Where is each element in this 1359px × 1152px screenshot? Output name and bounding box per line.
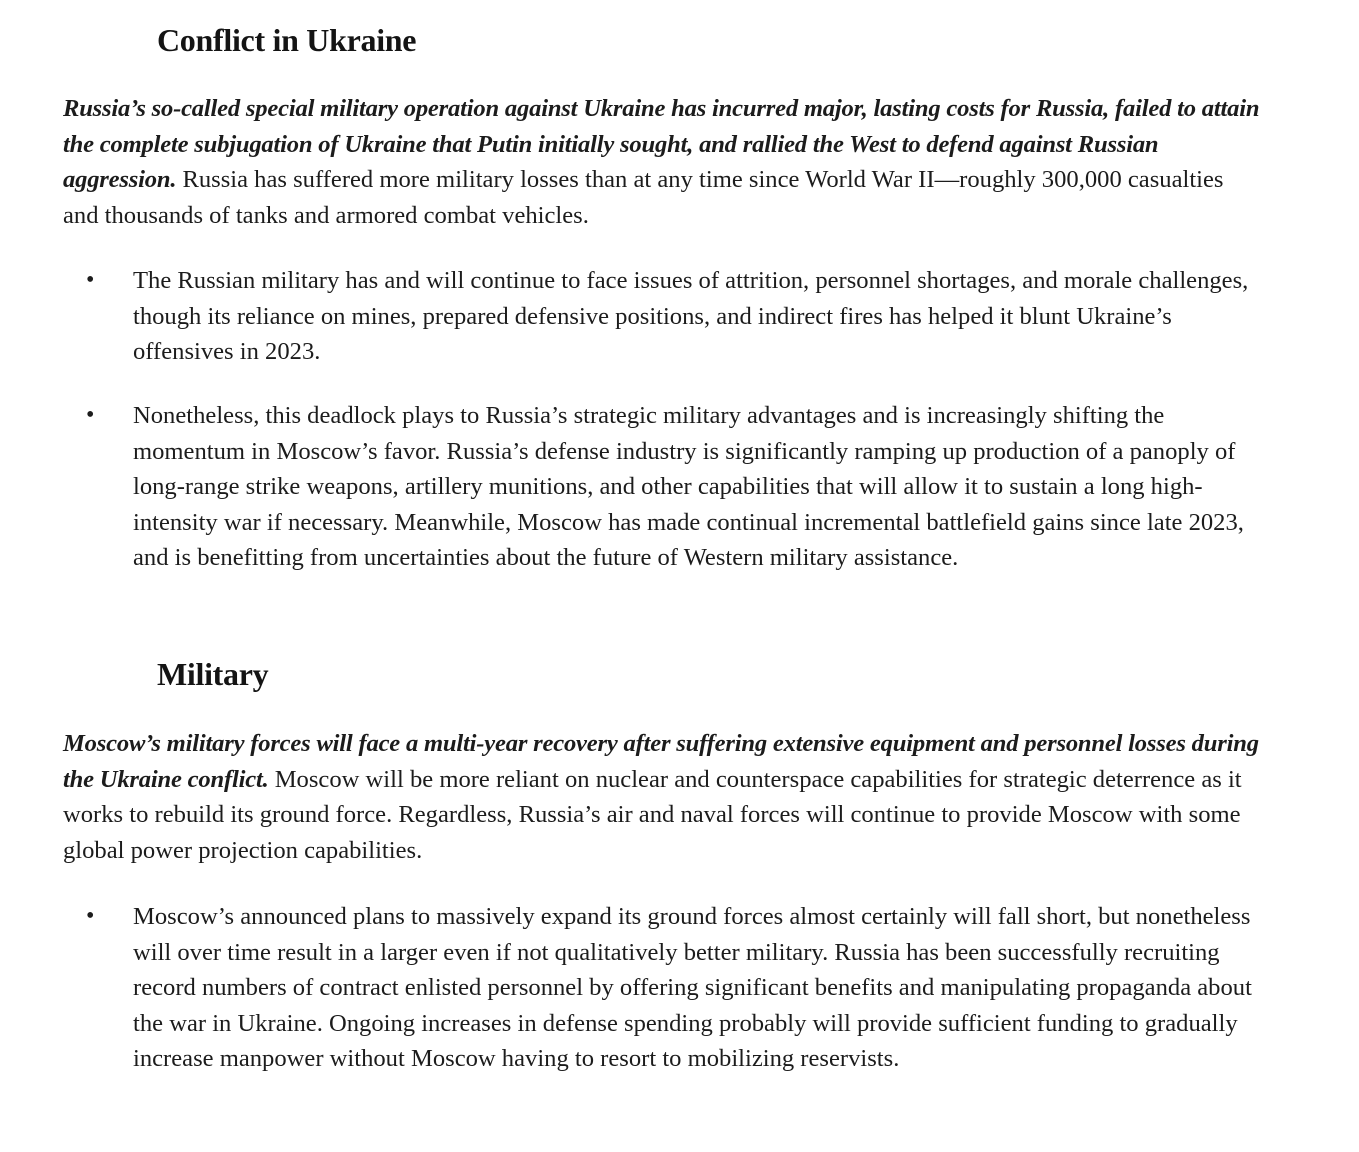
lead-sentence: Russia’s so-called special military operation against Ukraine has incurred major, lasting costs for Russia, failed to attain the complete subjugation of Ukraine that Putin initially sought, and rallied the West to defend against Russian aggression. (63, 95, 1260, 193)
bullet-text: Moscow’s announced plans to massively expand its ground forces almost certainly will fall short, but nonetheless will over time result in a larger even if not qualitatively better military. Russia has been successfully recruiting record numbers of contract enlisted personnel by offering significant benefits and manipulating propaganda about the war in Ukraine. Ongoing increases in defense spending probably will provide sufficient funding to gradually increase manpower without Moscow having to resort to mobilizing reservists. (133, 903, 1252, 1072)
section-heading-military: Military (157, 656, 269, 692)
section-heading-conflict: Conflict in Ukraine (157, 22, 417, 58)
bullet-icon: • (86, 903, 95, 929)
bullet-text: Nonetheless, this deadlock plays to Russia’s strategic military advantages and is increasingly shifting the momentum in Moscow’s favor. Russia’s defense industry is significantly ramping up production of a panoply of long-range strike weapons, artillery munitions, and other capabilities that will allow it to sustain a long high-intensity war if necessary. Meanwhile, Moscow has made continual incremental battlefield gains since late 2023, and is benefitting from uncertainties about the future of Western military assistance. (133, 402, 1244, 571)
section-intro-paragraph (63, 726, 1263, 868)
bullet-icon: • (86, 402, 95, 428)
bullet-text: The Russian military has and will continue to face issues of attrition, personnel shortages, and morale challenges, though its reliance on mines, prepared defensive positions, and indirect fires has helped it blunt Ukraine’s offensives in 2023. (133, 267, 1249, 365)
body-text: Russia has suffered more military losses than at any time since World War II—roughly 300,000 casualties and thousands of tanks and armored combat vehicles. (63, 166, 1224, 229)
body-text: Moscow will be more reliant on nuclear and counterspace capabilities for strategic deterrence as it works to rebuild its ground force. Regardless, Russia’s air and naval forces will continue to provide Moscow with some global power projection capabilities. (63, 765, 1242, 864)
bullet-icon: • (86, 267, 95, 293)
section-intro-paragraph (63, 91, 1263, 233)
lead-sentence: Moscow’s military forces will face a multi-year recovery after suffering extensive equipment and personnel losses during the Ukraine conflict. (63, 730, 1259, 793)
